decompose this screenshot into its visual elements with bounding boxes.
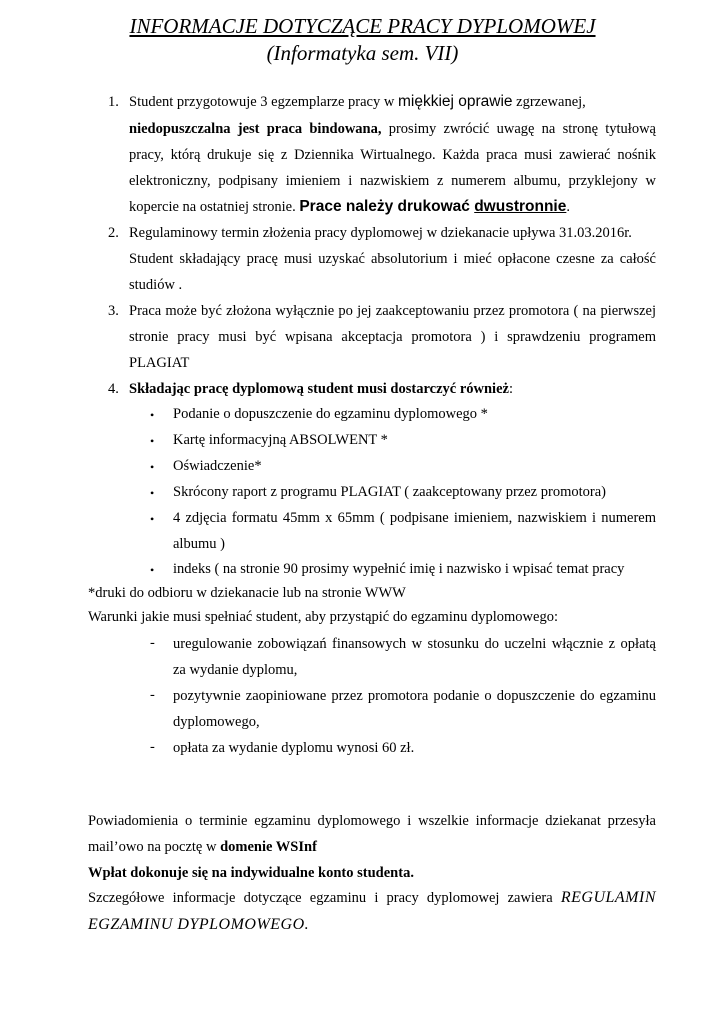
notice-line-4: Szczegółowe informacje dotyczące egzaminu i pracy dyplomowej zawiera REGULAMIN <box>88 889 656 906</box>
list-item: Kartę informacyjną ABSOLWENT * <box>173 432 388 448</box>
notice-line-1: Powiadomienia o terminie egzaminu dyplomowego i wszelkie informacje dziekanat przesyła <box>88 813 656 829</box>
item-3-line-3: PLAGIAT <box>129 355 190 371</box>
item-number: 2. <box>108 225 119 241</box>
bullet-icon: • <box>150 512 155 526</box>
dash-marker: - <box>150 635 155 651</box>
item-number: 3. <box>108 303 119 319</box>
list-item: 4 zdjęcia formatu 45mm x 65mm ( podpisane imieniem, nazwiskiem i numerem <box>173 510 656 526</box>
item-1-line-4: elektroniczny, podpisany imieniem i nazwiskiem z numerem albumu, przyklejony w <box>129 173 656 189</box>
item-3-line-2: stronie pracy musi być wpisana akceptacja promotora ) i sprawdzeniu programem <box>129 329 656 345</box>
item-2-line-2: Student składający pracę musi uzyskać absolutorium i mieć opłacone czesne za całość <box>129 251 656 267</box>
notice-line-2: mail’owo na pocztę w domenie WSInf <box>88 839 317 855</box>
footnote: *druki do odbioru w dziekanacie lub na stronie WWW <box>88 585 406 601</box>
regulation-title: EGZAMINU DYPLOMOWEGO. <box>88 916 310 933</box>
item-1-line-2: niedopuszczalna jest praca bindowana, prosimy zwrócić uwagę na stronę tytułową <box>129 121 656 137</box>
conditions-intro: Warunki jakie musi spełniać student, aby przystąpić do egzaminu dyplomowego: <box>88 609 558 625</box>
list-item: pozytywnie zaopiniowane przez promotora podanie o dopuszczenie do egzaminu <box>173 688 656 704</box>
item-1-line-5: kopercie na ostatniej stronie. Prace należy drukować dwustronnie. <box>129 198 570 215</box>
item-1-line-3: pracy, którą drukuje się z Dziennika Wirtualnego. Każda praca musi zawierać nośnik <box>129 147 656 163</box>
list-item-continuation: za wydanie dyplomu, <box>173 662 298 678</box>
bullet-icon: • <box>150 460 155 474</box>
list-item: Oświadczenie* <box>173 458 262 474</box>
list-item: opłata za wydanie dyplomu wynosi 60 zł. <box>173 740 415 756</box>
document-title: INFORMACJE DOTYCZĄCE PRACY DYPLOMOWEJ <box>129 14 596 38</box>
item-2-line-1: Regulaminowy termin złożenia pracy dyplomowej w dziekanacie upływa 31.03.2016r. <box>129 225 632 241</box>
list-item: Skrócony raport z programu PLAGIAT ( zaakceptowany przez promotora) <box>173 484 606 500</box>
item-number: 1. <box>108 94 119 110</box>
item-number: 4. <box>108 381 119 397</box>
dash-marker: - <box>150 687 155 703</box>
bullet-icon: • <box>150 434 155 448</box>
bullet-icon: • <box>150 486 155 500</box>
list-item-continuation: dyplomowego, <box>173 714 260 730</box>
bullet-icon: • <box>150 563 155 577</box>
list-item-continuation: albumu ) <box>173 536 225 552</box>
item-1-line-1: Student przygotowuje 3 egzemplarze pracy w miękkiej oprawie zgrzewanej, <box>129 93 586 110</box>
document-subtitle: (Informatyka sem. VII) <box>266 41 459 65</box>
bullet-icon: • <box>150 408 155 422</box>
item-3-line-1: Praca może być złożona wyłącznie po jej zaakceptowaniu przez promotora ( na pierwszej <box>129 303 656 319</box>
item-2-line-3: studiów . <box>129 277 183 293</box>
list-item: Podanie o dopuszczenie do egzaminu dyplomowego * <box>173 406 488 422</box>
list-item: uregulowanie zobowiązań finansowych w stosunku do uczelni włącznie z opłatą <box>173 636 656 652</box>
payment-note: Wpłat dokonuje się na indywidualne konto studenta. <box>88 865 414 881</box>
dash-marker: - <box>150 739 155 755</box>
list-item: indeks ( na stronie 90 prosimy wypełnić imię i nazwisko i wpisać temat pracy <box>173 561 625 577</box>
item-4-line-1: Składając pracę dyplomową student musi dostarczyć również: <box>129 381 513 397</box>
